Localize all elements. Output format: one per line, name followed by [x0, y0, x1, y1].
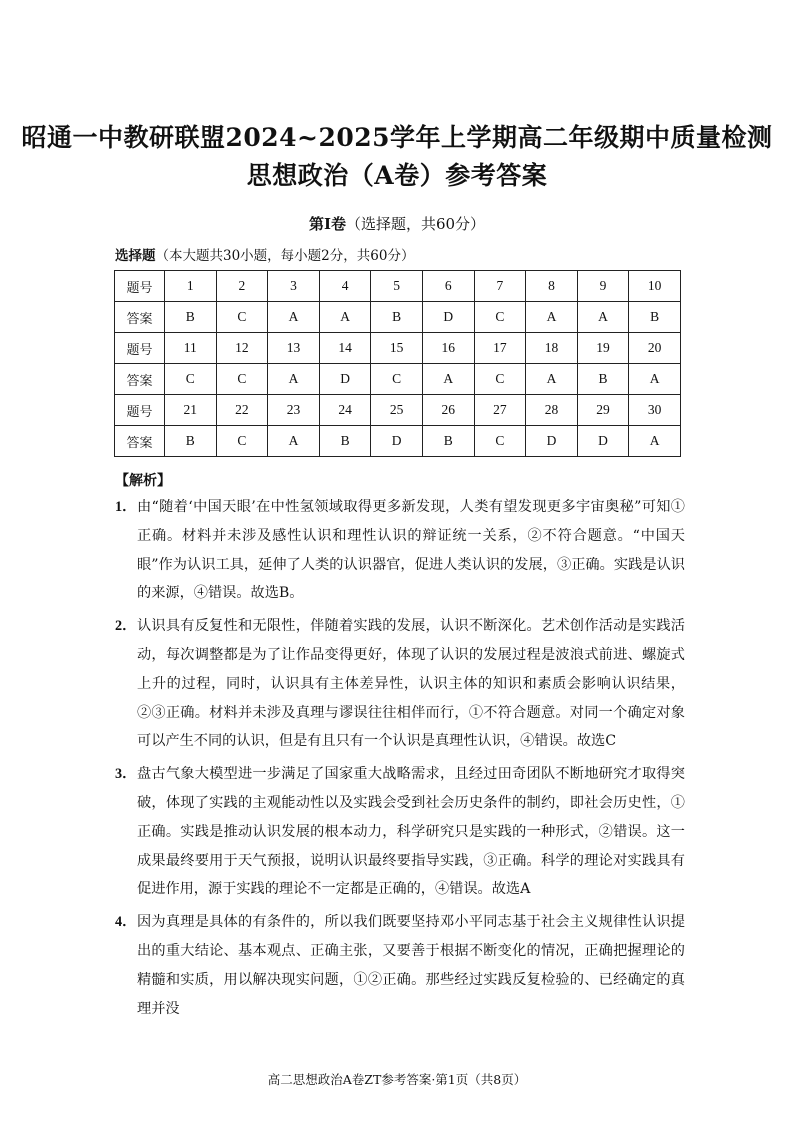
answer-row — [115, 426, 681, 457]
answer-cell: B — [165, 302, 217, 333]
answer-cell: D — [577, 426, 629, 457]
answer-cell: B — [319, 426, 371, 457]
question-number-cell: 17 — [474, 333, 526, 364]
question-number-cell: 6 — [422, 271, 474, 302]
row-label-question: 题号 — [115, 395, 165, 426]
section-title-rest: （选择题，共60分） — [345, 215, 486, 233]
question-number-cell: 4 — [319, 271, 371, 302]
answer-cell: B — [577, 364, 629, 395]
answer-cell: A — [629, 426, 681, 457]
answer-cell: A — [526, 302, 578, 333]
question-number-cell: 15 — [371, 333, 423, 364]
answer-row — [115, 364, 681, 395]
analysis-item-text: 由“随着‘中国天眼’在中性氢领域取得更多新发现，人类有望发现更多宇宙奥秘”可知①正确。材料并未涉及感性认识和理性认识的辩证统一关系，②不符合题意。“中国天眼”作为认识工具，延伸了人类的认识器官，促进人类认识的发展，③正确。实践是认识的来源，④错误。故选B。 — [137, 499, 685, 602]
answer-cell: C — [165, 364, 217, 395]
page-footer: 高二思想政治A卷ZT参考答案·第1页（共8页） — [267, 1072, 527, 1087]
question-number-cell: 22 — [216, 395, 268, 426]
question-number-cell: 18 — [526, 333, 578, 364]
analysis-list — [115, 493, 685, 1027]
answer-cell: A — [319, 302, 371, 333]
row-label-answer: 答案 — [115, 302, 165, 333]
answer-cell: C — [371, 364, 423, 395]
answer-cell: A — [268, 364, 320, 395]
answer-cell: A — [577, 302, 629, 333]
analysis-item — [115, 493, 685, 608]
analysis-item-text: 因为真理是具体的有条件的，所以我们既要坚持邓小平同志基于社会主义规律性认识提出的重大结论、基本观点、正确主张，又要善于根据不断变化的情况，正确把握理论的精髓和实质，用以解决现实问题，①②正确。那些经过实践反复检验的、已经确定的真理并没 — [137, 914, 685, 1017]
question-number-cell: 11 — [165, 333, 217, 364]
analysis-item-text: 认识具有反复性和无限性，伴随着实践的发展，认识不断深化。艺术创作活动是实践活动，每次调整都是为了让作品变得更好，体现了认识的发展过程是波浪式前进、螺旋式上升的过程，同时，认识具有主体差异性，认识主体的知识和素质会影响认识结果，②③正确。材料并未涉及真理与谬误往往相伴而行，①不符合题意。对同一个确定对象可以产生不同的认识，但是有且只有一个认识是真理性认识，④错误。故选C — [137, 618, 685, 750]
answer-cell: D — [371, 426, 423, 457]
question-number-cell: 8 — [526, 271, 578, 302]
question-number-cell: 10 — [629, 271, 681, 302]
question-number-cell: 12 — [216, 333, 268, 364]
analysis-item-number: 3． — [115, 766, 137, 783]
question-number-cell: 24 — [319, 395, 371, 426]
answer-cell: C — [216, 302, 268, 333]
row-label-question: 题号 — [115, 271, 165, 302]
section-title-bold: 第Ⅰ卷 — [308, 215, 346, 233]
answer-cell: D — [422, 302, 474, 333]
analysis-item-number: 2． — [115, 618, 137, 635]
analysis-item-number: 4． — [115, 914, 137, 931]
section-title — [0, 213, 794, 234]
question-row — [115, 333, 681, 364]
answer-cell: C — [216, 426, 268, 457]
answer-cell: C — [474, 426, 526, 457]
answer-table — [114, 270, 681, 457]
choice-note — [115, 244, 414, 264]
analysis-item — [115, 760, 685, 904]
question-number-cell: 25 — [371, 395, 423, 426]
question-number-cell: 5 — [371, 271, 423, 302]
page-title-line1: 昭通一中教研联盟2024~2025学年上学期高二年级期中质量检测 — [21, 123, 773, 152]
answer-cell: C — [474, 302, 526, 333]
question-number-cell: 13 — [268, 333, 320, 364]
question-number-cell: 1 — [165, 271, 217, 302]
answer-cell: C — [474, 364, 526, 395]
answer-cell: A — [268, 302, 320, 333]
question-number-cell: 27 — [474, 395, 526, 426]
answer-cell: A — [526, 364, 578, 395]
row-label-answer: 答案 — [115, 426, 165, 457]
answer-cell: D — [526, 426, 578, 457]
analysis-item-text: 盘古气象大模型进一步满足了国家重大战略需求，且经过田奇团队不断地研究才取得突破，体现了实践的主观能动性以及实践会受到社会历史条件的制约，即社会历史性，①正确。实践是推动认识发展的根本动力，科学研究只是实践的一种形式，②错误。这一成果最终要用于天气预报，说明认识最终要指导实践，③正确。科学的理论对实践具有促进作用，源于实践的理论不一定都是正确的，④错误。故选A — [137, 766, 685, 898]
answer-cell: C — [216, 364, 268, 395]
row-label-answer: 答案 — [115, 364, 165, 395]
answer-cell: D — [319, 364, 371, 395]
answer-row — [115, 302, 681, 333]
question-number-cell: 30 — [629, 395, 681, 426]
question-number-cell: 28 — [526, 395, 578, 426]
analysis-item-number: 1． — [115, 499, 137, 515]
answer-cell: A — [268, 426, 320, 457]
question-number-cell: 14 — [319, 333, 371, 364]
question-number-cell: 19 — [577, 333, 629, 364]
question-number-cell: 7 — [474, 271, 526, 302]
analysis-item — [115, 612, 685, 756]
analysis-heading: 【解析】 — [115, 473, 171, 489]
row-label-question: 题号 — [115, 333, 165, 364]
question-number-cell: 3 — [268, 271, 320, 302]
question-number-cell: 23 — [268, 395, 320, 426]
analysis-item — [115, 908, 685, 1023]
page-title-line2: 思想政治（A卷）参考答案 — [246, 161, 548, 190]
question-number-cell: 21 — [165, 395, 217, 426]
question-number-cell: 29 — [577, 395, 629, 426]
answer-cell: B — [165, 426, 217, 457]
question-row — [115, 271, 681, 302]
question-number-cell: 20 — [629, 333, 681, 364]
answer-cell: A — [422, 364, 474, 395]
choice-note-label: 选择题 — [115, 248, 156, 264]
question-number-cell: 9 — [577, 271, 629, 302]
question-number-cell: 2 — [216, 271, 268, 302]
answer-cell: B — [629, 302, 681, 333]
answer-cell: A — [629, 364, 681, 395]
question-number-cell: 16 — [422, 333, 474, 364]
answer-cell: B — [371, 302, 423, 333]
question-number-cell: 26 — [422, 395, 474, 426]
answer-cell: B — [422, 426, 474, 457]
question-row — [115, 395, 681, 426]
choice-note-text: （本大题共30小题，每小题2分，共60分） — [155, 248, 415, 264]
